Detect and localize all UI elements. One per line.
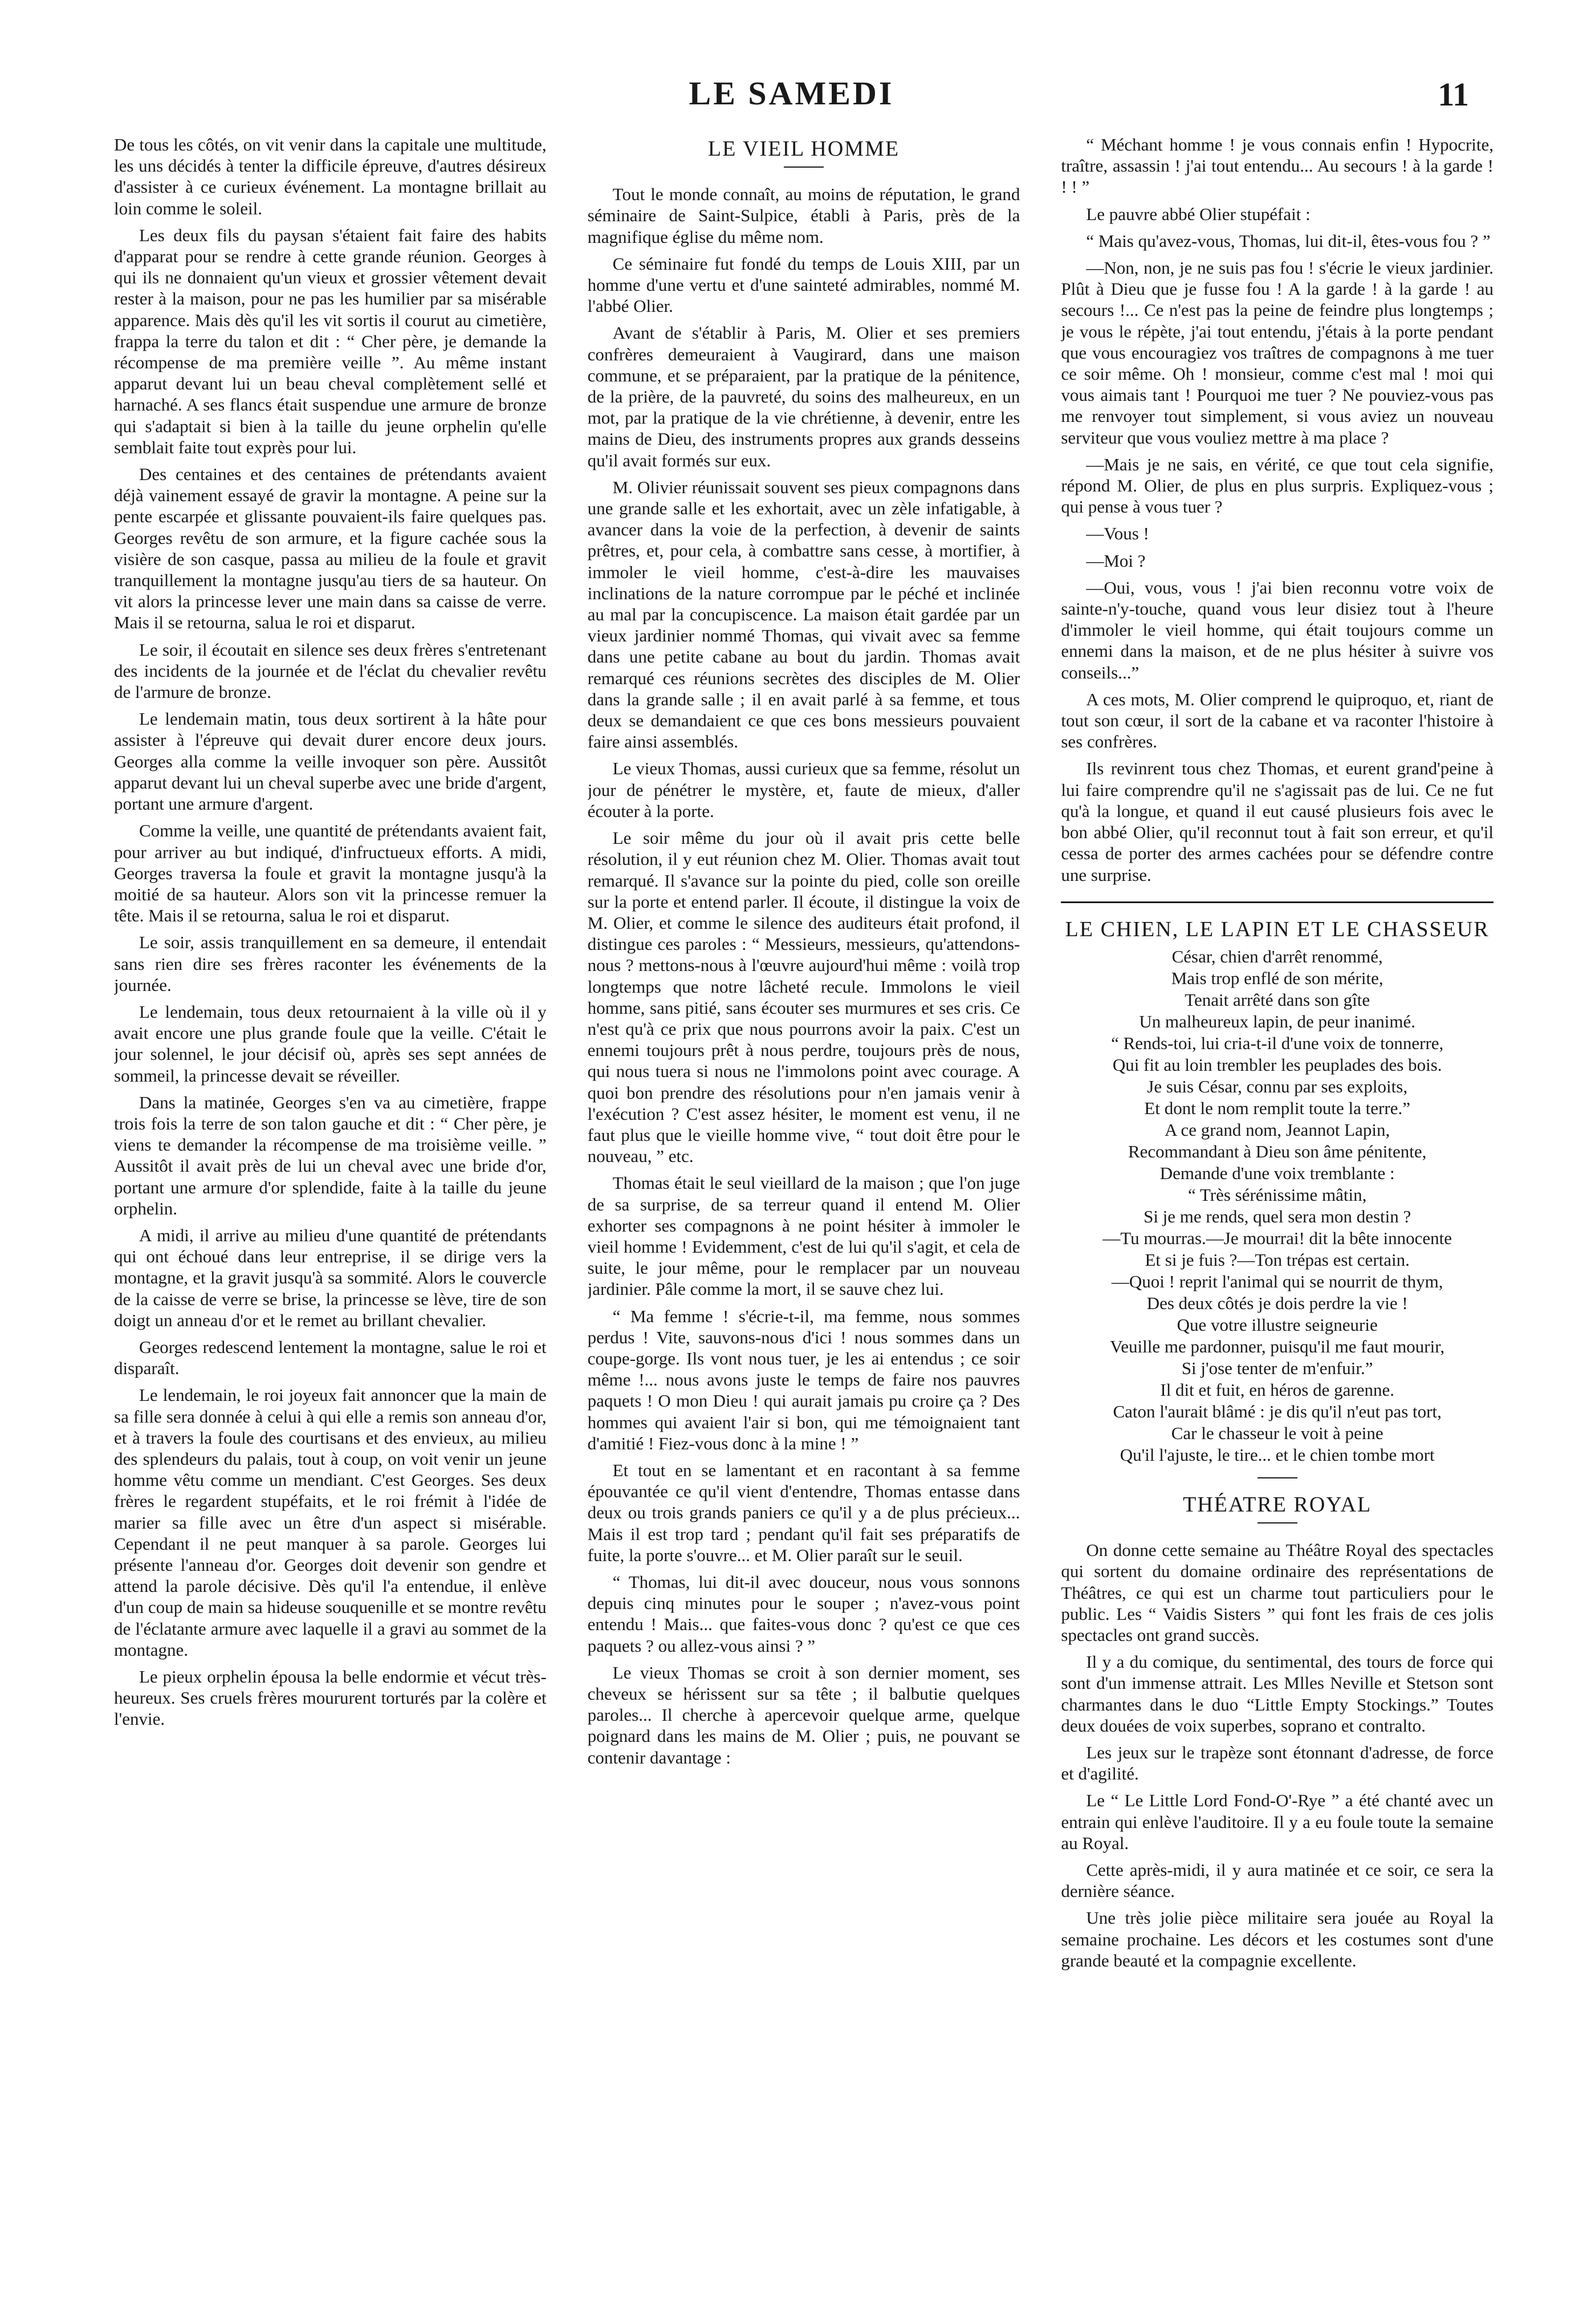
article-heading-vieil-homme: LE VIEIL HOMME	[707, 137, 900, 161]
poem-line: —Tu mourras.—Je mourrai! dit la bête innocente	[1102, 1228, 1452, 1248]
paragraph: On donne cette semaine au Théâtre Royal des spectacles qui sortent du domaine ordinaire des représentations de Théâtres, ce qui est un charme tout particuliers pour le public. Les “ Vaidis Sisters ” qui font les frais de ces jolis spectacles ont grand succès.	[1061, 1540, 1494, 1645]
poem-line: A ce grand nom, Jeannot Lapin,	[1165, 1119, 1390, 1140]
column-1	[114, 134, 547, 2295]
paragraph: Ce séminaire fut fondé du temps de Louis XIII, par un homme d'une vertu et d'une sainteté admirables, nommé M. l'abbé Olier.	[587, 253, 1020, 316]
text-columns	[114, 134, 1494, 2295]
paragraph: “ Méchant homme ! je vous connais enfin ! Hypocrite, traître, assassin ! j'ai tout entendu... Au secours ! à la garde ! ! ! ”	[1061, 135, 1494, 197]
paragraph: Dans la matinée, Georges s'en va au cimetière, frappe trois fois la terre de son talon gauche et dit : “ Cher père, je viens te demander la récompense de ma troisième veille. ” Aussitôt il avait près de lui un cheval avec une bride d'or, portant une armure d'or splendide, faite à la taille du jeune orphelin.	[114, 1092, 547, 1218]
paragraph: Les jeux sur le trapèze sont étonnant d'adresse, de force et d'agilité.	[1061, 1742, 1494, 1784]
paragraph: —Moi ?	[1086, 550, 1146, 571]
heading-rule	[1258, 1522, 1297, 1523]
poem-line: Un malheureux lapin, de peur inanimé.	[1139, 1011, 1415, 1031]
paragraph: Georges redescend lentement la montagne, salue le roi et disparaît.	[114, 1336, 547, 1379]
section-divider	[1061, 901, 1494, 903]
theatre-heading: THÉATRE ROYAL	[1183, 1492, 1372, 1517]
paragraph: Le soir, assis tranquillement en sa demeure, il entendait sans rien dire ses frères raconter les événements de la journée.	[114, 932, 547, 995]
paragraph: Et tout en se lamentant et en racontant à sa femme épouvantée ce qu'il vient d'entendre, Thomas entasse dans deux ou trois grands paniers ce qu'il y a de plus précieux... Mais il est trop tard ; pendant qu'il fait ses préparatifs de fuite, la porte s'ouvre... et M. Olier paraît sur le seuil.	[587, 1460, 1020, 1565]
poem-line: César, chien d'arrêt renommé,	[1171, 946, 1383, 966]
paragraph: Les deux fils du paysan s'étaient fait faire des habits d'apparat pour se rendre à cette grande réunion. Georges à qui ils ne donnaient qu'un vieux et grossier vêtement devait rester à la maison, pour ne pas les humilier par sa misérable apparence. Mais dès qu'il les vit sortis il courut au cimetière, frappa la terre du talon et dit : “ Cher père, je demande la récompense de ma première veille ”. Au même instant apparut devant lui un beau cheval complètement sellé et harnaché. A ses flancs était suspendue une armure de bronze qui s'adaptait si bien à la taille du jeune orphelin qu'elle semblait faite tout exprès pour lui.	[114, 225, 547, 457]
paragraph: De tous les côtés, on vit venir dans la capitale une multitude, les uns décidés à tenter la difficile épreuve, d'autres désireux d'assister à ce curieux événement. La montagne brillait au loin comme le soleil.	[114, 135, 547, 218]
poem-line: “ Très sérénissime mâtin,	[1187, 1184, 1367, 1205]
poem-line: Et si je fuis ?—Ton trépas est certain.	[1145, 1249, 1410, 1270]
paragraph: “ Mais qu'avez-vous, Thomas, lui dit-il, êtes-vous fou ? ”	[1086, 230, 1491, 251]
paragraph: Le pieux orphelin épousa la belle endormie et vécut très-heureux. Ses cruels frères moururent torturés par la colère et l'envie.	[114, 1667, 547, 1729]
paragraph: Le soir même du jour où il avait pris cette belle résolution, il y eut réunion chez M. Olier. Thomas avait tout remarqué. Il s'avance sur la pointe du pied, colle son oreille sur la porte et entend parler. Il écoute, il distingue la voix de M. Olier, et comme le silence des auditeurs était profond, il distingue ces paroles : “ Messieurs, messieurs, qu'attendons-nous ? mettons-nous à l'œuvre aujourd'hui même : voilà trop longtemps que notre lâcheté recule. Immolons le vieil homme, sans pitié, sans écouter ses murmures et ses cris. Ce n'est qu'à ce prix que nous pourrons avoir la paix. C'est un ennemi toujours prêt à nous perdre, toujours près de nous, qui nous tuera si nous ne l'immolons point avec courage. A quoi bon prendre des résolutions pour n'en jamais venir à l'exécution ? C'est assez hésiter, le moment est venu, il ne faut plus que le vieille homme vive, “ tout doit être pour le nouveau, ” etc.	[587, 828, 1020, 1167]
poem-line: “ Rends-toi, lui cria-t-il d'une voix de tonnerre,	[1111, 1033, 1444, 1053]
paragraph: A midi, il arrive au milieu d'une quantité de prétendants qui ont échoué dans leur entreprise, il se dirige vers la montagne, et la gravit jusqu'à sa sommité. Alors le couvercle de la caisse de verre se brise, la princesse se lève, tire de son doigt un anneau d'or et le remet au brillant chevalier.	[114, 1225, 547, 1330]
paragraph: —Vous !	[1086, 523, 1149, 544]
publication-title: LE SAMEDI	[689, 75, 894, 112]
paragraph: Le “ Le Little Lord Fond-O'-Rye ” a été chanté avec un entrain qui enlève l'auditoire. Il y a eu foule toute la semaine au Royal.	[1061, 1790, 1494, 1853]
page-header	[103, 74, 1480, 120]
paragraph: Tout le monde connaît, au moins de réputation, le grand séminaire de Saint-Sulpice, établi à Paris, près de la magnifique église du même nom.	[587, 184, 1020, 247]
poem-line: Qu'il l'ajuste, le tire... et le chien tombe mort	[1120, 1444, 1435, 1465]
paragraph: Ils revinrent tous chez Thomas, et eurent grand'peine à lui faire comprendre qu'il ne s'agissait pas de lui. Ce ne fut qu'à la longue, et quand il eut causé plusieurs fois avec le bon abbé Olier, qu'il reconnut tout à fait son erreur, et qu'il cessa de porter des armes cachées pour se défendre contre une surprise.	[1061, 758, 1494, 885]
poem-line: Je suis César, connu par ses exploits,	[1147, 1076, 1408, 1096]
paragraph: Le vieux Thomas, aussi curieux que sa femme, résolut un jour de pénétrer le mystère, et, faute de mieux, d'aller écouter à la porte.	[587, 758, 1020, 821]
poem-line: Recommandant à Dieu son âme pénitente,	[1128, 1141, 1427, 1161]
poem-line: Il dit et fuit, en héros de garenne.	[1160, 1379, 1394, 1400]
paragraph: Avant de s'établir à Paris, M. Olier et ses premiers confrères demeuraient à Vaugirard, dans une maison commune, et se préparaient, par la pratique de la pénitence, de la prière, de la pauvreté, du soins des malheureux, en un mot, par la pratique de la vie chrétienne, à devenir, entre les mains de Dieu, des instruments propres aux grands desseins qu'il avait formés sur eux.	[587, 323, 1020, 470]
poem-line: Des deux côtés je dois perdre la vie !	[1146, 1293, 1408, 1313]
paragraph: Le lendemain, le roi joyeux fait annoncer que la main de sa fille sera donnée à celui à qui elle a remis son anneau d'or, et à travers la foule des courtisans et des envieux, au milieu des splendeurs du palais, tout à coup, on voit venir un jeune homme vêtu comme un mendiant. C'est Georges. Ses deux frères le regardent stupéfaits, et le roi frémit à l'idée de marier sa fille avec un être d'un aspect si misérable. Cependant il ne peut manquer à sa parole. Georges lui présente l'anneau d'or. Georges doit devenir son gendre et attend la parole décisive. Dès qu'il l'a entendue, il enlève d'un coup de main sa hideuse souquenille et se montre revêtu de l'éclatante armure avec laquelle il a gravi au sommet de la montagne.	[114, 1385, 547, 1660]
paragraph: —Oui, vous, vous ! j'ai bien reconnu votre voix de sainte-n'y-touche, quand vous leur disiez tout à l'heure d'immoler le vieil homme, qui était toujours comme un ennemi dans la maison, et de ne plus hésiter à suivre vos conseils...”	[1061, 577, 1494, 682]
paragraph: Le pauvre abbé Olier stupéfait :	[1086, 204, 1311, 224]
poem-heading: LE CHIEN, LE LAPIN ET LE CHASSEUR	[1065, 917, 1490, 941]
heading-rule	[1258, 1477, 1297, 1478]
paragraph: “ Ma femme ! s'écrie-t-il, ma femme, nous sommes perdus ! Vite, sauvons-nous d'ici ! nous sommes dans un coupe-gorge. Ils vont nous tuer, je les ai entendus ; ce soir même !... nous avons juste le temps de faire nos pauvres paquets ! O mon Dieu ! qui aurait jamais pu croire ça ? Des hommes qui avaient l'air si bon, qui me témoignaient tant d'amitié ! Fiez-vous donc à la mine ! ”	[587, 1306, 1020, 1453]
paragraph: Thomas était le seul vieillard de la maison ; que l'on juge de sa surprise, de sa terreur quand il entend M. Olier exhorter ses compagnons à ne point hésiter à immoler le vieil homme ! Evidemment, c'est de lui qu'il s'agit, et cela de suite, le jour même, pour le remplacer par un nouveau jardinier. Pâle comme la mort, il se sauve chez lui.	[587, 1173, 1020, 1299]
poem-line: —Quoi ! reprit l'animal qui se nourrit de thym,	[1111, 1271, 1443, 1291]
paragraph: Cette après-midi, il y aura matinée et ce soir, ce sera la dernière séance.	[1061, 1859, 1494, 1902]
column-2	[588, 134, 1020, 2295]
column-3	[1061, 134, 1494, 2295]
paragraph: M. Olivier réunissait souvent ses pieux compagnons dans une grande salle et les exhortait, avec un zèle infatigable, à avancer dans la voie de la perfection, à devenir de saints prêtres, et, pour cela, à combattre sans cesse, à mortifier, à immoler le vieil homme, c'est-à-dire les mauvaises inclinations de la nature corrompue par le péché et inclinée au mal par la concupiscence. La maison était gardée par un vieux jardinier nommé Thomas, qui vivait avec sa femme dans une petite cabane au bout du jardin. Thomas avait remarqué ces réunions secrètes des disciples de M. Olier dans la grande salle ; il en avait parlé à sa femme, et tous deux se demandaient ce que ces bons messieurs pouvaient faire ainsi assemblés.	[587, 477, 1020, 752]
poem-line: Demande d'une voix tremblante :	[1159, 1163, 1395, 1183]
paragraph: —Mais je ne sais, en vérité, ce que tout cela signifie, répond M. Olier, de plus en plus surpris. Expliquez-vous ; qui pense à vous tuer ?	[1061, 454, 1494, 517]
poem-line: Et dont le nom remplit toute la terre.”	[1144, 1098, 1410, 1118]
poem-line: Si j'ose tenter de m'enfuir.”	[1181, 1358, 1373, 1378]
page-number: 11	[1438, 76, 1469, 113]
paragraph: —Non, non, je ne suis pas fou ! s'écrie le vieux jardinier. Plût à Dieu que je fusse fou ! A la garde ! à la garde ! au secours !... Ce n'est pas la peine de feindre plus longtemps ; je vous le répète, j'ai tout entendu, j'étais à la porte pendant que vous encouragiez vos traîtres de compagnons à me tuer ce soir même. Oh ! monsieur, comme c'est mal ! moi qui vous aimais tant ! Pourquoi me tuer ? Ne pouviez-vous pas me renvoyer tout simplement, si vous aviez un nouveau serviteur que vous vouliez mettre à ma place ?	[1061, 258, 1494, 448]
paragraph: Le vieux Thomas se croit à son dernier moment, ses cheveux se hérissent sur sa tête ; il balbutie quelques paroles... Il cherche à apercevoir quelque arme, quelque poignard dans les mains de M. Olier ; puis, ne pouvant se contenir davantage :	[587, 1662, 1020, 1768]
paragraph: A ces mots, M. Olier comprend le quiproquo, et, riant de tout son cœur, il sort de la cabane et va raconter l'histoire à ses confrères.	[1061, 689, 1494, 752]
poem-line: Qui fit au loin trembler les peuplades des bois.	[1112, 1054, 1442, 1075]
poem	[1061, 946, 1494, 1466]
poem-line: Veuille me pardonner, puisqu'il me faut mourir,	[1110, 1336, 1445, 1356]
poem-line: Si je me rends, quel sera mon destin ?	[1143, 1206, 1411, 1226]
paragraph: Le lendemain matin, tous deux sortirent à la hâte pour assister à l'épreuve qui devait durer encore deux jours. Georges alla comme la veille invoquer son père. Aussitôt apparut devant lui un cheval superbe avec une bride d'argent, portant une armure d'argent.	[114, 709, 547, 814]
poem-line: Caton l'aurait blâmé : je dis qu'il n'eut pas tort,	[1113, 1401, 1442, 1421]
heading-rule	[784, 166, 824, 168]
paragraph: Le lendemain, tous deux retournaient à la ville où il y avait encore une plus grande foule que la veille. C'était le jour solennel, le jour décisif où, après ses sept années de sommeil, la princesse devait se réveiller.	[114, 1001, 547, 1086]
poem-line: Que votre illustre seigneurie	[1177, 1314, 1378, 1335]
paragraph: Le soir, il écoutait en silence ses deux frères s'entretenant des incidents de la journée et de l'éclat du chevalier revêtu de l'armure de bronze.	[114, 639, 547, 702]
paragraph: Il y a du comique, du sentimental, des tours de force qui sont d'un immense attrait. Les Mlles Neville et Stetson sont charmantes dans le duo “Little Empty Stockings.” Toutes deux douées de voix superbes, soprano et contralto.	[1061, 1652, 1494, 1736]
paragraph: Une très jolie pièce militaire sera jouée au Royal la semaine prochaine. Les décors et les costumes sont d'une grande beauté et la compagnie excellente.	[1061, 1908, 1494, 1970]
poem-line: Car le chasseur le voit à peine	[1171, 1423, 1383, 1443]
poem-line: Mais trop enflé de son mérite,	[1171, 968, 1383, 988]
poem-line: Tenait arrêté dans son gîte	[1185, 989, 1370, 1010]
paragraph: Des centaines et des centaines de prétendants avaient déjà vainement essayé de gravir la montagne. A peine sur la pente escarpée et glissante pouvaient-ils faire quelques pas. Georges revêtu de son armure, et la figure cachée sous la visière de son casque, passa au milieu de la foule et gravit tranquillement la montagne jusqu'au tiers de sa hauteur. On vit alors la princesse lever une main dans sa caisse de verre. Mais il se retourna, salua le roi et disparut.	[114, 464, 547, 633]
paragraph: “ Thomas, lui dit-il avec douceur, nous vous sonnons depuis cinq minutes pour le souper ; n'avez-vous point entendu ! Mais... que faites-vous donc ? qu'est ce que ces paquets ? ou allez-vous ainsi ? ”	[587, 1572, 1020, 1656]
paragraph: Comme la veille, une quantité de prétendants avaient fait, pour arriver au but indiqué, d'infructueux efforts. A midi, Georges traversa la foule et gravit la montagne jusqu'à la moitié de sa hauteur. Alors son vit la princesse remuer la tête. Mais il se retourna, salua le roi et disparut.	[114, 820, 547, 926]
